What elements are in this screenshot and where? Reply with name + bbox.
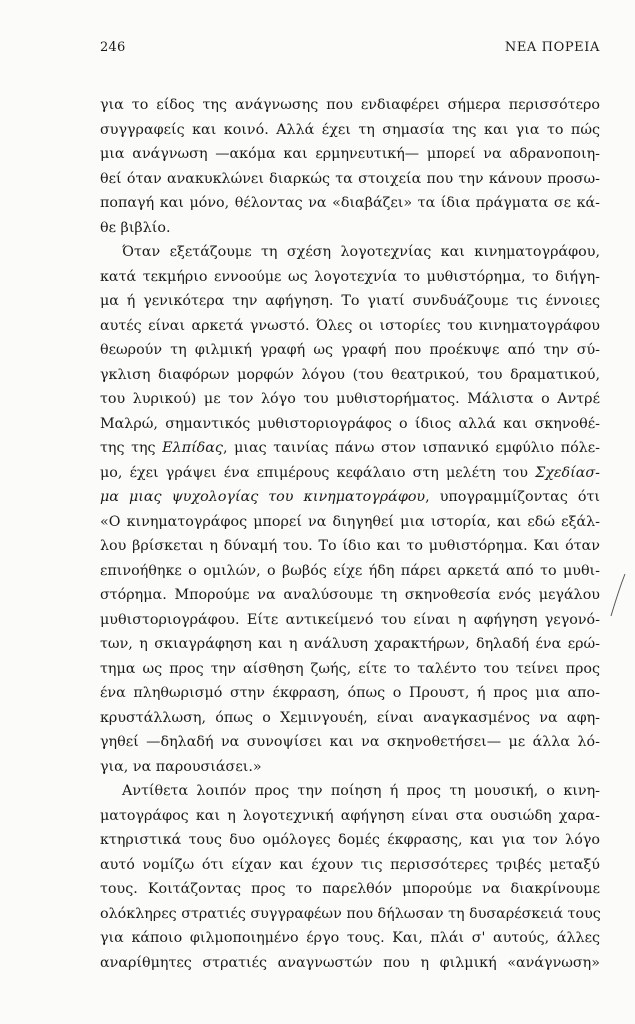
text-line: αυτές είναι αρκετά γνωστό. Όλες οι ιστορίες του κινηματογράφου (100, 317, 600, 334)
text-line: κρυστάλλωση, όπως ο Χεμινγουέη, είναι αναγκασμένος να αφη- (100, 709, 600, 726)
text-line: τημα ως προς την αίσθηση ζωής, είτε το ταλέντο του τείνει προς (100, 660, 600, 677)
text-line: μια ανάγνωση —ακόμα και ερμηνευτική— μπορεί να αδρανοποιη- (100, 146, 600, 162)
text-line: της της Ελπίδας, μιας ταινίας πάνω στον ισπανικό εμφύλιο πόλε- (100, 440, 600, 456)
text-line: για κάποιο φιλμοποιημένο έργο τους. Και, πλάι σ' αυτούς, άλλες (100, 930, 600, 946)
body-text (100, 93, 600, 975)
text-line: για το είδος της ανάγνωσης που ενδιαφέρει σήμερα περισσότερο (100, 97, 600, 113)
text-line: ποπαγή και μόνο, θέλοντας να «διαβάζει» τα ίδια πράγματα σε κά- (100, 195, 600, 211)
text-line: γηθεί —δηλαδή να συνοψίσει και να σκηνοθετήσει— με άλλα λό- (100, 734, 600, 750)
paragraph (100, 240, 600, 779)
page-number: 246 (100, 40, 126, 55)
text-line: τους. Κοιτάζοντας προς το παρελθόν μπορούμε να διακρίνουμε (100, 881, 600, 897)
text-line: Αντίθετα λοιπόν προς την ποίηση ή προς τη μουσική, ο κινη- (122, 783, 600, 799)
text-line: μα μιας ψυχολογίας του κινηματογράφου, υπογραμμίζοντας ότι (100, 489, 600, 505)
text-line: μυθιστοριογράφου. Είτε αντικείμενό του είναι η αφήγηση γεγονό- (100, 611, 600, 628)
running-head: ΝΕΑ ΠΟΡΕΙΑ (504, 40, 600, 55)
paragraph (100, 93, 600, 240)
text-line: των, η σκιαγράφηση και η ανάλυση χαρακτήρων, δηλαδή ένα ερώ- (100, 636, 600, 652)
text-line: θε βιβλίο. (100, 219, 171, 236)
text-line: ολόκληρες στρατιές συγγραφέων που δήλωσαν τη δυσαρέσκειά τους (100, 905, 601, 922)
text-line: θεωρούν τη φιλμική γραφή ως γραφή που προέκυψε από την σύ- (100, 342, 600, 358)
text-line: Μαλρώ, σημαντικός μυθιστοριογράφος ο ίδιος αλλά και σκηνοθέ- (100, 415, 600, 432)
text-line: στόρημα. Μπορούμε να αναλύσουμε τη σκηνοθεσία ενός μεγάλου (100, 587, 600, 603)
text-line: κτηριστικά τους δυο ομόλογες δομές έκφρασης, και για τον λόγο (100, 832, 600, 848)
text-line: «Ο κινηματογράφος μπορεί να διηγηθεί μια ιστορία, και εδώ εξάλ- (100, 513, 600, 530)
text-line: μο, έχει γράψει ένα επιμέρους κεφάλαιο στη μελέτη του Σχεδίασ- (100, 464, 600, 481)
page-header (100, 40, 600, 60)
text-line: συγγραφείς και κοινό. Αλλά έχει τη σημασία της και για το πώς (100, 121, 600, 138)
text-line: αναρίθμητες στρατιές αναγνωστών που η φιλμική «ανάγνωση» (100, 954, 600, 971)
text-line: για, να παρουσιάσει.» (100, 758, 262, 775)
text-line: γκλιση διαφόρων μορφών λόγου (του θεατρικού, του δραματικού, (100, 366, 600, 383)
text-line: θεί όταν ανακυκλώνει διαρκώς τα στοιχεία που την κάνουν προσω- (100, 170, 600, 187)
text-line: κατά τεκμήριο εννοούμε ως λογοτεχνία το μυθιστόρημα, το διήγη- (100, 268, 600, 285)
text-line: ματογράφος και η λογοτεχνική αφήγηση είναι στα ουσιώδη χαρα- (100, 807, 600, 824)
text-line: ένα πληθωρισμό στην έκφραση, όπως ο Προυστ, ή προς μια απο- (100, 685, 600, 701)
text-line: μα ή γενικότερα την αφήγηση. Το γιατί συνδυάζουμε τις έννοιες (100, 293, 600, 309)
paragraph (100, 779, 600, 975)
text-line: αυτό νομίζω ότι είχαν και έχουν τις περισσότερες τριβές μεταξύ (100, 856, 600, 873)
text-line: λου βρίσκεται η δύναμή του. Το ίδιο και το μυθιστόρημα. Και όταν (100, 538, 600, 554)
pencil-margin-mark (608, 572, 628, 618)
text-line: του λυρικού) με τον λόγο του μυθιστορήματος. Μάλιστα ο Αντρέ (100, 391, 600, 407)
text-line: επινοήθηκε ο ομιλών, ο βωβός είχε ήδη πάρει αρκετά από το μυθι- (100, 562, 600, 579)
text-line: Όταν εξετάζουμε τη σχέση λογοτεχνίας και κινηματογράφου, (122, 244, 600, 260)
